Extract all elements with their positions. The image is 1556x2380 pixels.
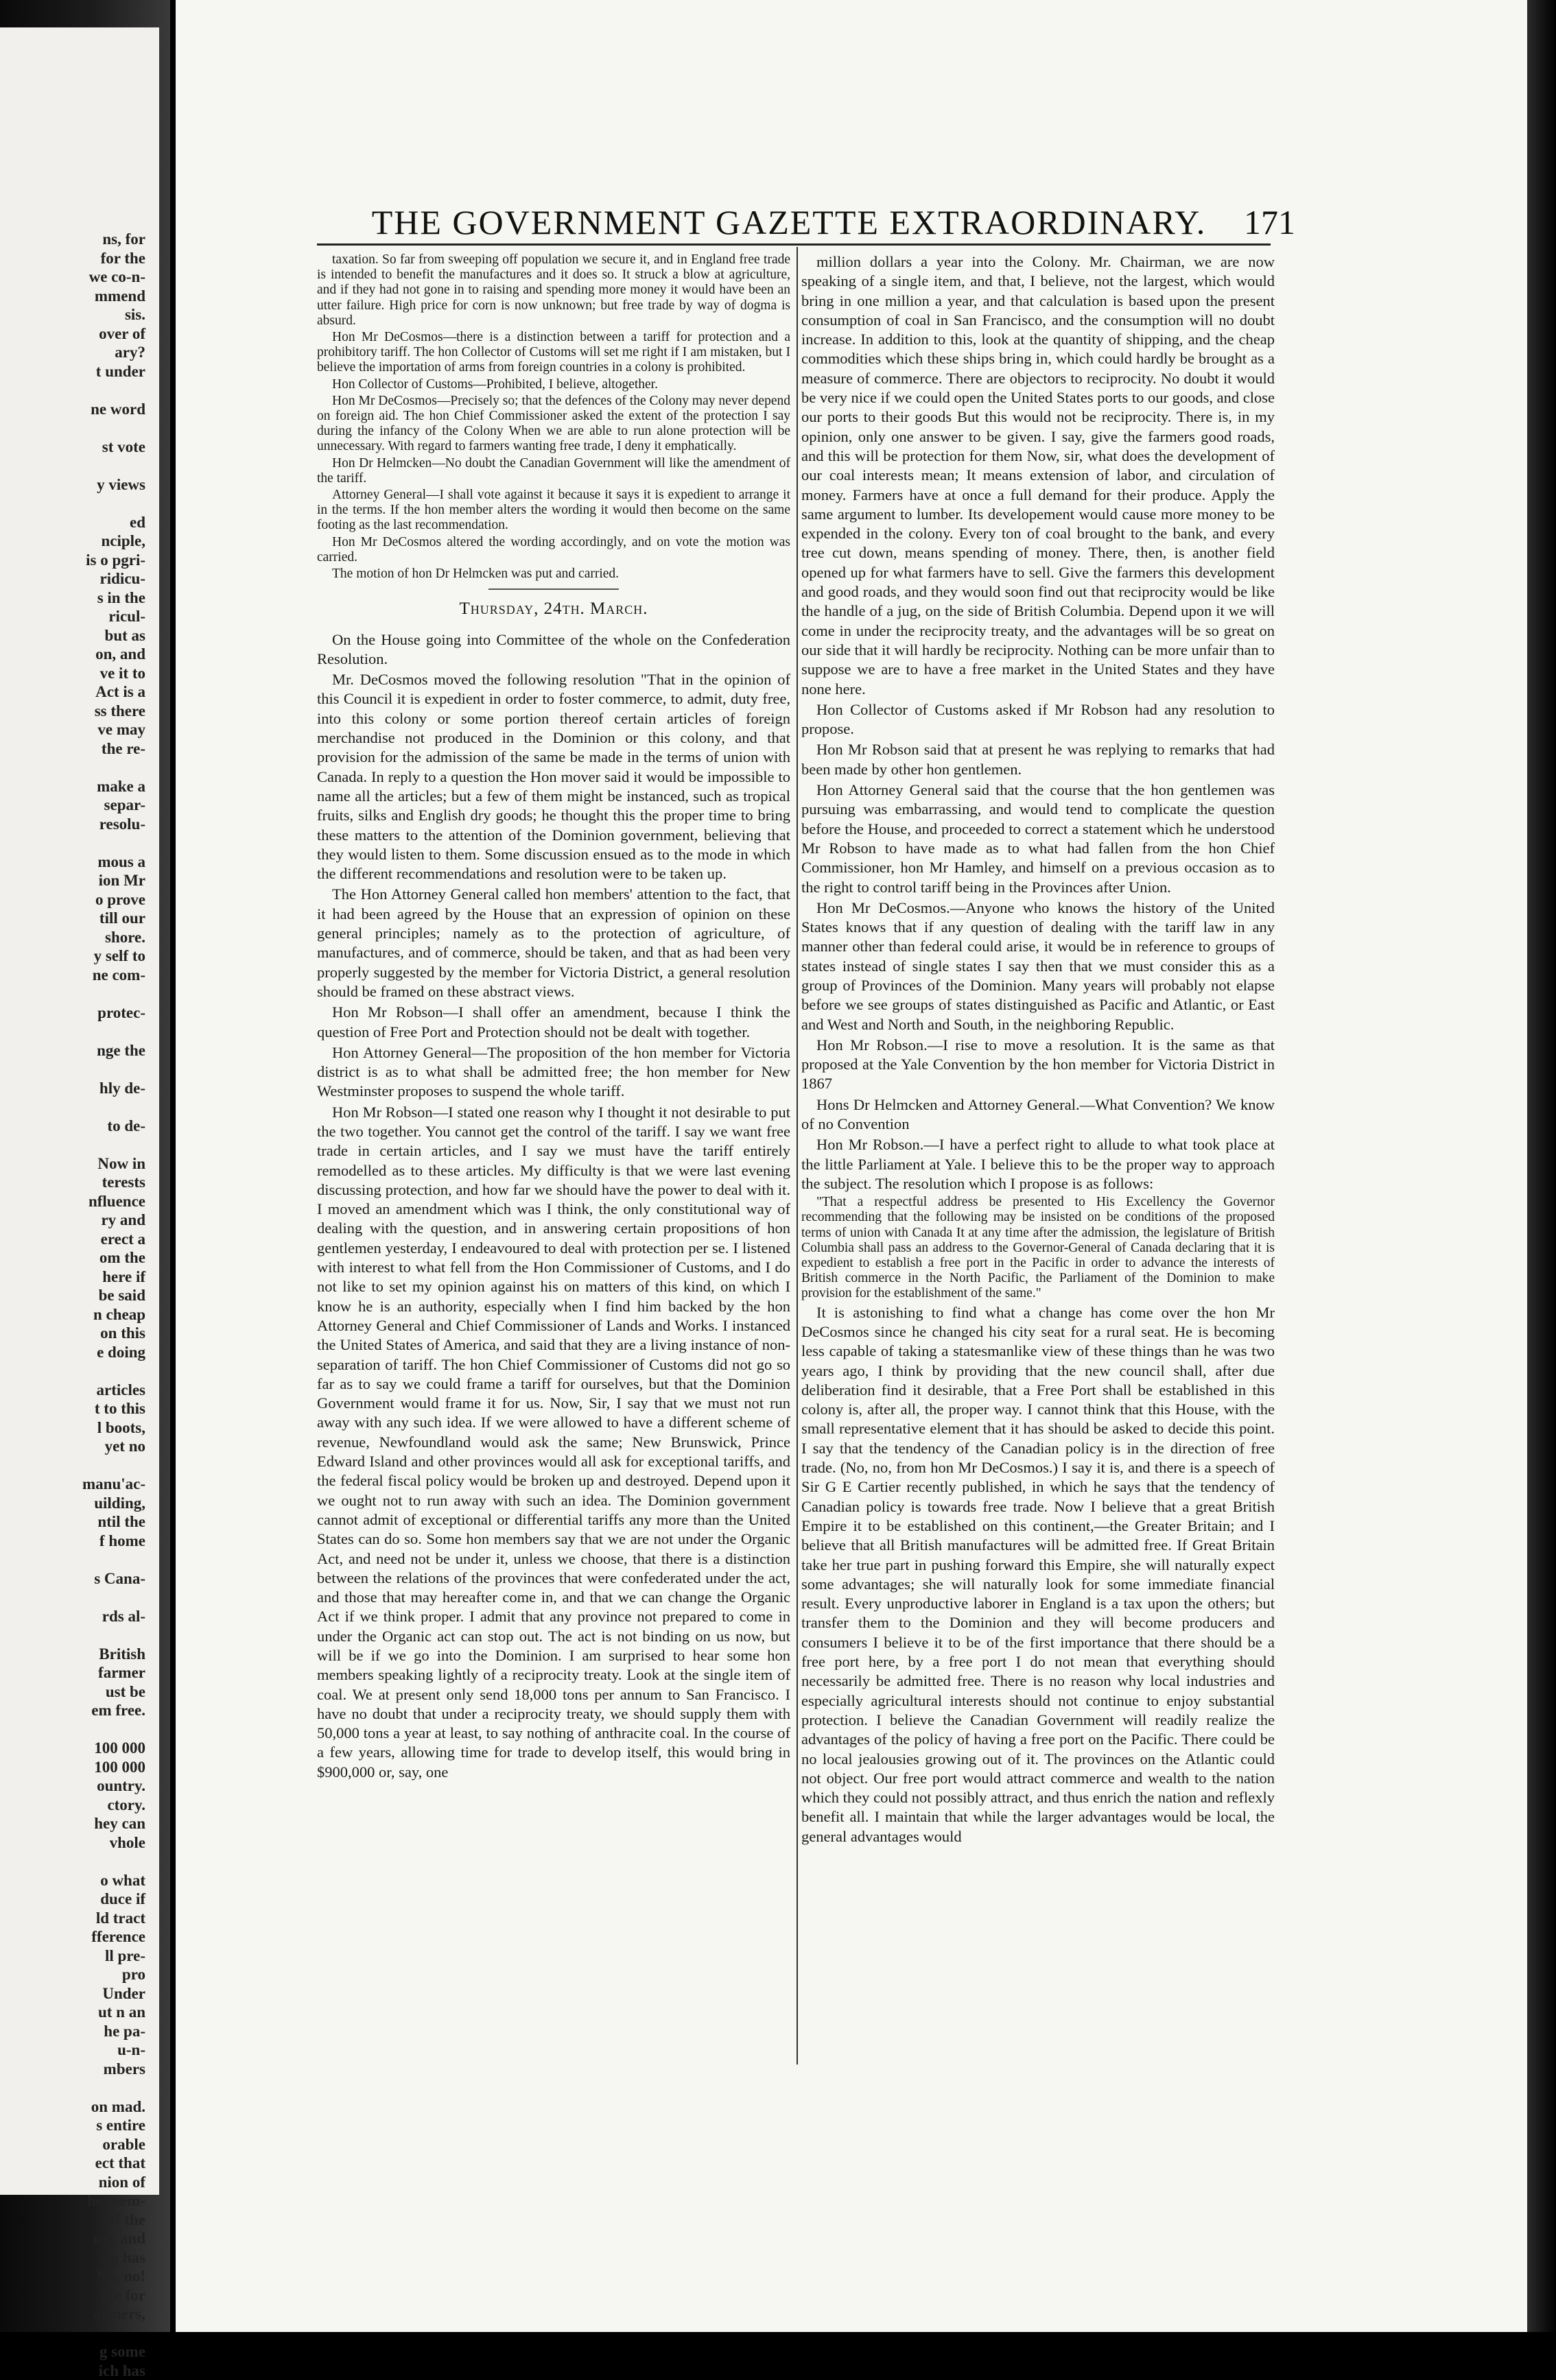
paragraph: Hon Collector of Customs—Prohibited, I believe, altogether. bbox=[317, 377, 790, 392]
paragraph: million dollars a year into the Colony. Mr. Chairman, we are now speaking of a single item, and that, I believe, not the largest, which would bring in one million a year, and that calculation is based upon the present consumption of coal in San Francisco, and the consumption will no doubt increase. In addition to this, look at the quantity of shipping, and the cheap commodities which these ships bring in, which could hardly be brought as a measure of commerce. There are objectors to reciprocity. No doubt it would be very nice if we could open the United States ports to our goods, and close our ports to their goods But this would not be reciprocity. There is, in my opinion, only one answer to be given. I say, give the farmers good roads, and this will be protection for them Now, sir, what does the development of our coal interests mean; It means extension of labor, and circulation of money. Farmers have at once a full demand for their produce. Apply the same argument to lumber. Its developement would cause more money to be expended in the colony. Every ton of coal brought to the bank, and every tree cut down, means spending of money. There, then, is another field opened up for what farmers have to sell. Give the farmers this development and good roads, and they would soon find out that reciprocity would be like the handle of a jug, on the side of British Columbia. Depend upon it we will come in under the reciprocity treaty, and the advantages will be so great on our side that it will hardly be reciprocity. Nothing can be more unfair than to suppose we are to have a free market in the United States and they have none here. bbox=[801, 252, 1275, 699]
prev-page-fragment: articles bbox=[0, 1381, 151, 1400]
prev-page-fragment: mous a bbox=[0, 853, 151, 872]
prev-page-fragment: hey can bbox=[0, 1814, 151, 1833]
paragraph: Hon Mr DeCosmos—there is a distinction between a tariff for protection and a prohibitory tariff. The hon Collector of Customs will set me right if I am mistaken, but I believe the importation of arms from foreign countries in a colony is prohibited. bbox=[317, 330, 790, 376]
paragraph: Hon Mr DeCosmos—Precisely so; that the defences of the Colony may never depend on foreign aid. The hon Chief Commissioner asked the extent of the protection I say during the infancy of the Colony When we are able to run alone protection will be unnecessary. With regard to farmers wanting free trade, I deny it emphatically. bbox=[317, 394, 790, 455]
prev-page-fragment: nion of bbox=[0, 2173, 151, 2192]
column-rule bbox=[797, 247, 798, 2064]
prev-page-fragment: 100 000 bbox=[0, 1758, 151, 1777]
prev-page-fragment: om the bbox=[0, 1248, 151, 1268]
prev-page-fragment: g some bbox=[0, 2342, 151, 2361]
prev-page-fragment: he pa- bbox=[0, 2022, 151, 2041]
left-column bbox=[317, 252, 790, 2296]
prev-page-fragment: y views bbox=[0, 475, 151, 495]
prev-page-fragment: o prove bbox=[0, 890, 151, 909]
prev-page-fragment: pro bbox=[0, 1965, 151, 1984]
prev-page-fragment: mmend bbox=[0, 287, 151, 306]
paragraph: Hon Collector of Customs asked if Mr Robson had any resolution to propose. bbox=[801, 700, 1275, 739]
prev-page-fragment: sis. bbox=[0, 305, 151, 324]
prev-page-fragment: nciple, bbox=[0, 532, 151, 551]
prev-page-fragment: n cheap bbox=[0, 1305, 151, 1324]
prev-page-fragment: on, and bbox=[0, 645, 151, 664]
prev-page-fragment: em free. bbox=[0, 1701, 151, 1720]
prev-page-fragment: he mem- bbox=[0, 2191, 151, 2211]
prev-page-fragment: s Cana- bbox=[0, 1569, 151, 1588]
right-column bbox=[801, 252, 1275, 2296]
paragraph: Hon Mr Robson—I stated one reason why I thought it not desirable to put the two together. You cannot get the control of the tariff. I say we want free trade in certain articles, and I say we must have the tariff entirely remodelled as to these articles. My difficulty is that we were last evening discussing protection, and how far we should have the power to deal with it. I moved an amendment which was I think, the only constitutional way of dealing with the question, and in answering certain propositions of hon gentlemen yesterday, I endeavoured to deal with protection per se. I listened with interest to what fell from the Hon Commissioner of Customs, and I do not like to set my opinion against his on matters of this kind, on which I know he is an authority, especially when I find him backed by the hon Attorney General and Chief Commissioner of Lands and Works. I instanced the United States of America, and said that they are a living instance of non-separation of tariff. The hon Chief Commissioner of Customs did not go so far as to say we could frame a tariff for ourselves, but that the Dominion Government would frame it for us. Now, Sir, I say that we must not run away with any such idea. If we were allowed to have a different scheme of revenue, Newfoundland would ask the same; New Brunswick, Prince Edward Island and other provinces would all ask for exceptional tariffs, and the federal fiscal policy would be broken up and destroyed. Depend upon it we ought not to run away with such an idea. The Dominion government cannot admit of exceptional or differential tariffs any more than the United States can do so. Some hon members say that we are not under the Organic Act, and need not be under it, unless we choose, that there is a distinction between the relations of the provinces that were confederated under the act, and those that may hereafter come in, and that we can change the Organic Act if we think proper. I admit that any province not prepared to come in under the Organic act can stop out. The act is not binding on us now, but will be if we go into the Dominion. I am surprised to hear some hon members speaking lightly of a reciprocity treaty. Look at the single item of coal. We at present only send 18,000 tons per annum to San Francisco. I have no doubt that under a reciprocity treaty, we should supply them with 50,000 tons a year at least, to say nothing of anthracite coal. In the course of a few years, allowing time for trade to develop itself, this would bring in $900,000 or, say, one bbox=[317, 1103, 790, 1782]
paragraph: It is astonishing to find what a change has come over the hon Mr DeCosmos since he changed his city seat for a rural seat. He is becoming less capable of taking a statesmanlike view of these things than he was two years ago, I think by providing that the new council shall, after due deliberation find it desirable, that a Free Port shall be established in this colony is, after all, the proper way. I cannot think that this House, with the small representative element that it has should be asked to decide this point. I say that the tendency of the Canadian policy is in the direction of free trade. (No, no, from hon Mr DeCosmos.) I say it is, and there is a speech of Sir G E Cartier recently published, in which he says that the tendency of Canadian policy is towards free trade. Now I believe that a great British Empire it to be established on this continent,—the Greater Britain; and I believe that all British manufactures will be admitted free. If Great Britain take her true part in pushing forward this Empire, she will naturally expect some advantages; she will naturally look for some immediate financial result. Every unproductive laborer in England is a tax upon the others; but transfer them to the Dominion and they will become producers and consumers I believe it to be of the first importance that there should be a free port here, by a free port I do not mean that everything should necessarily be admitted free. There is no reason why local industries and especially agricultural interests should not continue to enjoy substantial protection. I believe the Canadian Government will readily realize the advantages of the policy of having a free port on the Pacific. There could be no local jealousies growing out of it. The provinces on the Atlantic could not object. Our free port would attract commerce and wealth to the nation which they could not possibly attract, and thus enrich the nation and reflexly benefit all. I maintain that while the larger advantages would be local, the general advantages would bbox=[801, 1303, 1275, 1846]
prev-page-fragment: British bbox=[0, 1645, 151, 1664]
prev-page-fragment: on this bbox=[0, 1324, 151, 1343]
prev-page-fragment: separ- bbox=[0, 796, 151, 815]
prev-page-fragment: over of bbox=[0, 324, 151, 344]
prev-page-fragment: ve may bbox=[0, 720, 151, 739]
prev-page-fragment: is o pgri- bbox=[0, 551, 151, 570]
prev-page-fragment: protec- bbox=[0, 1003, 151, 1023]
prev-page-fragment: No, no! bbox=[0, 2267, 151, 2286]
prev-page-fragment: terests bbox=[0, 1173, 151, 1192]
paragraph: Hon Mr Robson—I shall offer an amendment, because I think the question of Free Port and Protection should not be dealt with together. bbox=[317, 1003, 790, 1042]
prev-page-fragment: ountry. bbox=[0, 1776, 151, 1796]
paragraph: On the House going into Committee of the whole on the Confederation Resolution. bbox=[317, 630, 790, 669]
prev-page-fragment: 100 000 bbox=[0, 1739, 151, 1758]
prev-page-fragment: s in the bbox=[0, 588, 151, 608]
prev-page-fragment: ry and bbox=[0, 1211, 151, 1230]
paragraph: "That a respectful address be presented to His Excellency the Governor recommending that the following may be insisted on be conditions of the proposed terms of union with Canada It at any time after the admission, the legislature of British Columbia shall pass an address to the Governor-General of Canada declaring that it is expedient to establish a free port in the Pacific in order to advance the interests of British commerce in the North Pacific, the Parliament of the Dominion to make provision for the establishment of the same." bbox=[801, 1195, 1275, 1301]
prev-page-fragment: y self to bbox=[0, 947, 151, 966]
prev-page-fragment: the re- bbox=[0, 739, 151, 759]
paragraph: Hon Mr DeCosmos altered the wording accordingly, and on vote the motion was carried. bbox=[317, 535, 790, 565]
previous-page-edge bbox=[0, 27, 159, 2195]
prev-page-fragment: o what bbox=[0, 1871, 151, 1890]
prev-page-fragment: rds al- bbox=[0, 1607, 151, 1626]
paragraph: Hon Mr Robson.—I have a perfect right to allude to what took place at the little Parliament at Yale. I believe this to be the proper way to approach the subject. The resolution which I propose is as follows: bbox=[801, 1135, 1275, 1193]
masthead bbox=[288, 202, 1290, 243]
prev-page-fragment: t to this bbox=[0, 1399, 151, 1418]
paragraph: Attorney General—I shall vote against it because it says it is expedient to arrange it in the terms. If the hon member alters the wording it would then become on the same footing as the last recommendation. bbox=[317, 488, 790, 534]
paragraph: Hon Mr Robson said that at present he was replying to remarks that had been made by other hon gentlemen. bbox=[801, 740, 1275, 779]
paragraph: Hon Attorney General—The proposition of the hon member for Victoria district is as to what shall be admitted free; the hon member for New Westminster proposes to suspend the whole tariff. bbox=[317, 1043, 790, 1102]
prev-page-fragment: Under bbox=[0, 1984, 151, 2003]
prev-page-fragment: l boots, bbox=[0, 1418, 151, 1438]
prev-page-fragment: ed bbox=[0, 513, 151, 532]
prev-page-fragment: ridicu- bbox=[0, 569, 151, 588]
prev-page-fragment: mbers bbox=[0, 2060, 151, 2079]
prev-page-fragment: ion Mr bbox=[0, 871, 151, 890]
prev-page-fragment: rce for bbox=[0, 2286, 151, 2305]
paragraph: The Hon Attorney General called hon members' attention to the fact, that it had been agreed by the House that an expression of opinion on these general principles; namely as to the protection of agriculture, of manufactures, and of commerce, should be taken, and that as had been very properly suggested by the member for Victoria District, a general resolution should be framed on these abstract views. bbox=[317, 885, 790, 1001]
prev-page-fragment: Act is a bbox=[0, 682, 151, 702]
prev-page-fragment: nge the bbox=[0, 1041, 151, 1060]
prev-page-fragment: ctory. bbox=[0, 1796, 151, 1815]
prev-page-fragment: ricul- bbox=[0, 607, 151, 626]
paragraph: Hon Attorney General said that the course that the hon gentlemen was pursuing was embarrassing, and would tend to complicate the question before the House, and proceeded to correct a statement which he understood Mr Robson to have made as to what had fallen from the hon Chief Commissioner, hon Mr Hamley, and himself on a previous occasion as to the right to control tariff being in the Provinces after Union. bbox=[801, 781, 1275, 897]
prev-page-fragment: vhole bbox=[0, 1833, 151, 1853]
prev-page-fragment: fference bbox=[0, 1927, 151, 1947]
prev-page-fragment: orable bbox=[0, 2135, 151, 2154]
prev-page-fragment: yet no bbox=[0, 1437, 151, 1456]
paragraph: Hon Dr Helmcken—No doubt the Canadian Government will like the amendment of the tariff. bbox=[317, 456, 790, 486]
prev-page-fragment: st vote bbox=[0, 438, 151, 457]
prev-page-fragment: ust be bbox=[0, 1682, 151, 1702]
prev-page-fragment: ss there bbox=[0, 702, 151, 721]
prev-page-fragment: on mad. bbox=[0, 2097, 151, 2117]
prev-page-fragment: ne com- bbox=[0, 966, 151, 985]
page-number: 171 bbox=[1244, 202, 1295, 242]
prev-page-fragment: ve it to bbox=[0, 664, 151, 683]
section-heading: Thursday, 24th. March. bbox=[317, 599, 790, 619]
prev-page-fragment: e doing bbox=[0, 1343, 151, 1362]
prev-page-fragment: ns, for bbox=[0, 230, 151, 249]
prev-page-fragment: hly de- bbox=[0, 1079, 151, 1098]
paragraph: Hon Mr Robson.—I rise to move a resolution. It is the same as that proposed at the Yale Convention by the hon member for Victoria District in 1867 bbox=[801, 1036, 1275, 1094]
prev-page-fragment: make a bbox=[0, 777, 151, 796]
paragraph: Hon Mr DeCosmos.—Anyone who knows the history of the United States knows that if any question of dealing with the tariff law in any manner other than federal could arise, it would be in reference to groups of states instead of single states I say then that we must consider this as a group of Provinces of the Dominion. Many years will probably not elapse before we see groups of states distinguished as Pacific and Atlantic, or East and West and North and South, in the neighboring Republic. bbox=[801, 899, 1275, 1034]
paragraph: Hons Dr Helmcken and Attorney General.—What Convention? We know of no Convention bbox=[801, 1095, 1275, 1134]
prev-page-fragment: armers, bbox=[0, 2305, 151, 2324]
paragraph: taxation. So far from sweeping off population we secure it, and in England free trade is intended to benefit the manufactures and it does so. It struck a blow at agriculture, and if they had not gone in to raising and spending more money it would have been an utter failure. High price for corn is now unknown; but free trade by way of dogma is absurd. bbox=[317, 252, 790, 329]
paragraph: The motion of hon Dr Helmcken was put and carried. bbox=[317, 567, 790, 582]
prev-page-fragment: but as bbox=[0, 626, 151, 645]
prev-page-fragment: ect that bbox=[0, 2154, 151, 2173]
prev-page-fragment: duce if bbox=[0, 1890, 151, 1909]
prev-page-fragment: ary? bbox=[0, 343, 151, 362]
prev-page-fragment: resolu- bbox=[0, 815, 151, 834]
prev-page-fragment: ng has bbox=[0, 2248, 151, 2268]
prev-page-fragment: t under bbox=[0, 362, 151, 381]
prev-page-fragment: nfluence bbox=[0, 1192, 151, 1211]
prev-page-fragment: ne word bbox=[0, 400, 151, 419]
paragraph: Mr. DeCosmos moved the following resolution "That in the opinion of this Council it is expedient in order to foster commerce, to admit, duty free, into this colony or some portion thereof certain articles of foreign merchandise not produced in the Dominion or this colony, and that provision for the admission of the same be made in the terms of union with Canada. In reply to a question the Hon mover said it would be impossible to name all the articles; but a few of them might be instanced, such as tropical fruits, silks and English dry goods; he thought this the proper time to bring these matters to the attention of the Dominion government, believing that they would listen to them. Some discussion ensued as to the mode in which the different recommendations and resolution were to be taken up. bbox=[317, 670, 790, 883]
prev-page-fragment: manu'ac- bbox=[0, 1475, 151, 1494]
prev-page-fragment: shore. bbox=[0, 928, 151, 947]
prev-page-fragment: ld tract bbox=[0, 1909, 151, 1928]
section-rule bbox=[488, 588, 619, 590]
prev-page-fragment: for the bbox=[0, 249, 151, 268]
prev-page-fragment: ow, and bbox=[0, 2229, 151, 2248]
prev-page-fragment: ut n an bbox=[0, 2003, 151, 2022]
prev-page-fragment: s entire bbox=[0, 2116, 151, 2135]
prev-page-fragment: we co-n- bbox=[0, 267, 151, 287]
prev-page-fragment: uilding, bbox=[0, 1494, 151, 1513]
prev-page-fragment: ll pre- bbox=[0, 1947, 151, 1966]
prev-page-fragment: of the bbox=[0, 2211, 151, 2230]
prev-page-fragment: be said bbox=[0, 1286, 151, 1305]
prev-page-fragment: u-n- bbox=[0, 2040, 151, 2060]
prev-page-fragment: Now in bbox=[0, 1154, 151, 1174]
header-rule bbox=[317, 243, 1271, 246]
gazette-title: THE GOVERNMENT GAZETTE EXTRAORDINARY. bbox=[288, 202, 1290, 242]
prev-page-fragment: f home bbox=[0, 1532, 151, 1551]
prev-page-fragment: erect a bbox=[0, 1230, 151, 1249]
prev-page-fragment: ntil the bbox=[0, 1512, 151, 1532]
prev-page-fragment: till our bbox=[0, 909, 151, 928]
prev-page-fragment: farmer bbox=[0, 1663, 151, 1682]
prev-page-fragment: to de- bbox=[0, 1117, 151, 1136]
prev-page-fragment: here if bbox=[0, 1268, 151, 1287]
prev-page-fragment: ich has bbox=[0, 2361, 151, 2380]
